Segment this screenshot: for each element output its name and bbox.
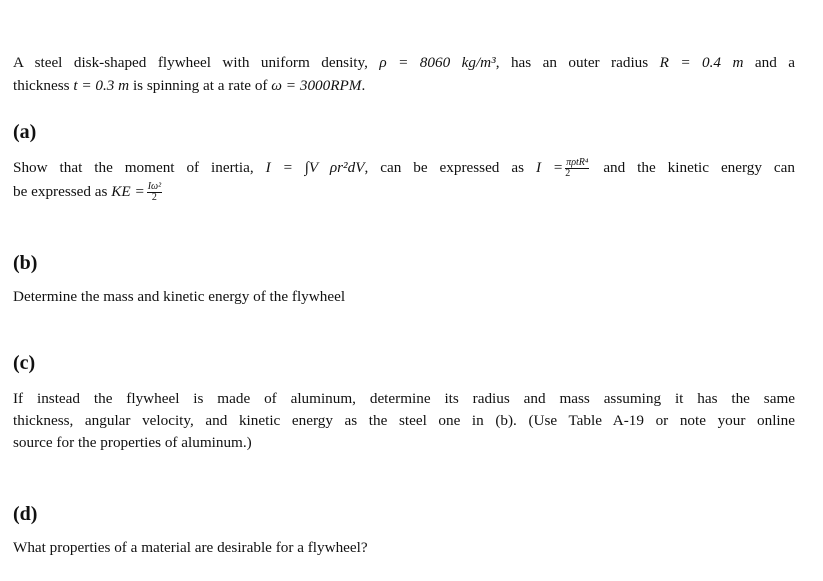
- text: .: [361, 77, 366, 94]
- part-b-text: Determine the mass and kinetic energy of the flywheel: [13, 288, 346, 305]
- intro-line-2: [13, 77, 365, 95]
- part-c-line-1: If instead the flywheel is made of aluminum, determine its radius and mass assuming it has the same: [13, 390, 795, 407]
- part-a-heading: (a): [13, 121, 37, 143]
- text: , has an outer radius: [495, 54, 660, 71]
- density-equation: ρ = 8060 kg/m³: [379, 54, 496, 71]
- ke-fraction: [147, 182, 162, 203]
- text: , can be expressed as: [364, 158, 536, 176]
- denominator: 2: [565, 168, 571, 179]
- text: and a: [743, 54, 795, 71]
- ke-lhs: KE =: [111, 182, 145, 200]
- denominator: 2: [151, 192, 157, 203]
- inertia-fraction: [565, 158, 589, 179]
- part-d-text: What properties of a material are desirable for a flywheel?: [13, 539, 368, 556]
- numerator: Iω²: [147, 181, 162, 192]
- text: is spinning at a rate of: [129, 77, 272, 94]
- part-a-line-2: [13, 182, 164, 203]
- text: and the kinetic energy can: [591, 158, 795, 176]
- part-c-line-2: thickness, angular velocity, and kinetic energy as the steel one in (b). (Use Table A-19 or note your online: [13, 412, 795, 429]
- text: A steel disk-shaped flywheel with uniform density,: [13, 54, 380, 71]
- radius-equation: R = 0.4 m: [659, 54, 744, 71]
- text: be expressed as: [13, 182, 112, 200]
- part-b-heading: (b): [13, 252, 38, 274]
- part-a-line-1: [13, 158, 795, 179]
- numerator: πρtR⁴: [566, 157, 589, 168]
- thickness-equation: t = 0.3 m: [73, 77, 130, 94]
- text: thickness: [13, 77, 74, 94]
- inertia-lhs: I =: [535, 158, 564, 176]
- inertia-integral: I = ∫V ρr²dV: [265, 158, 365, 176]
- part-c-heading: (c): [13, 352, 36, 374]
- text: Show that the moment of inertia,: [13, 158, 266, 176]
- angular-velocity-equation: ω = 3000RPM: [271, 77, 362, 94]
- part-c-line-3: source for the properties of aluminum.): [13, 434, 252, 451]
- part-d-heading: (d): [13, 503, 38, 525]
- intro-line-1: [13, 54, 795, 72]
